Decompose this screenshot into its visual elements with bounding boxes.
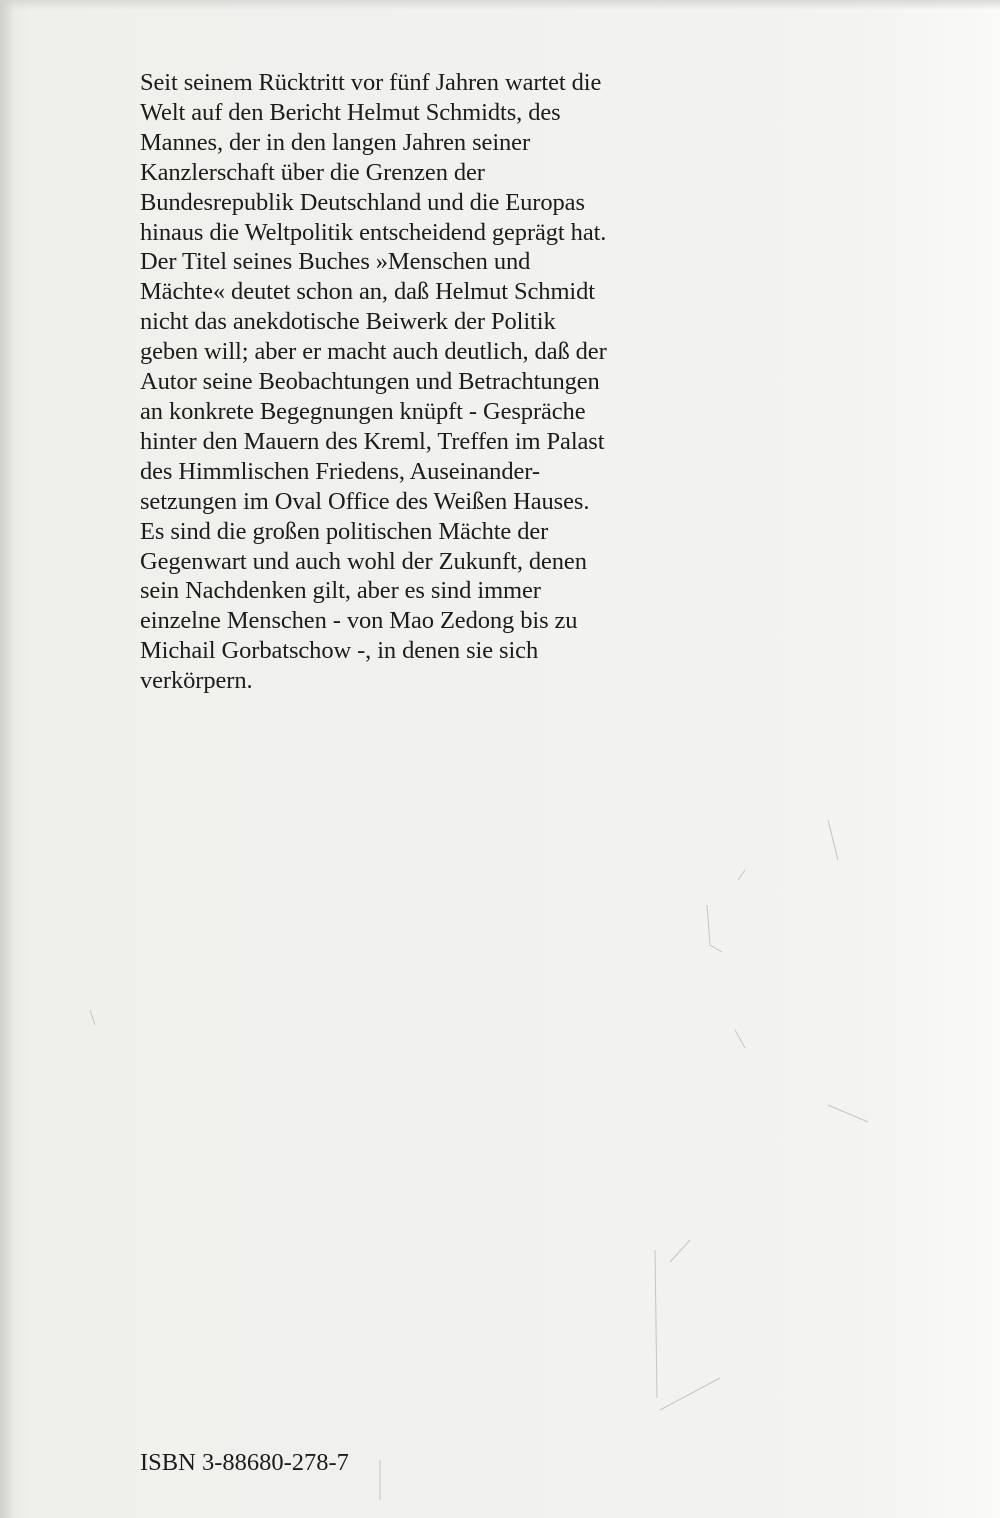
blurb-line: verkörpern. [140, 667, 253, 695]
blurb-line: Welt auf den Bericht Helmut Schmidts, des [140, 98, 561, 126]
blurb-line: Gegenwart und auch wohl der Zukunft, denen [140, 547, 587, 575]
blurb-line: setzungen im Oval Office des Weißen Hauses. [140, 487, 590, 515]
blurb-line: Mannes, der in den langen Jahren seiner [140, 128, 531, 156]
blurb-line: Der Titel seines Buches »Menschen und [140, 248, 531, 276]
blurb-line: an konkrete Begegnungen knüpft - Gespräche [140, 397, 586, 425]
blurb-line: Seit seinem Rücktritt vor fünf Jahren wartet die [140, 69, 602, 96]
blurb-line: Bundesrepublik Deutschland und die Europas [140, 188, 585, 216]
blurb-line: Autor seine Beobachtungen und Betrachtungen [140, 368, 600, 396]
blurb-line: Kanzlerschaft über die Grenzen der [140, 158, 485, 186]
blurb-line: sein Nachdenken gilt, aber es sind immer [140, 577, 541, 605]
blurb-line: hinaus die Weltpolitik entscheidend geprägt hat. [140, 218, 607, 246]
blurb-line: geben will; aber er macht auch deutlich, daß der [140, 338, 607, 366]
blurb-line: Mächte« deutet schon an, daß Helmut Schmidt [140, 278, 595, 306]
blurb-line: hinter den Mauern des Kreml, Treffen im Palast [140, 427, 605, 455]
isbn-number: ISBN 3-88680-278-7 [140, 1449, 349, 1476]
blurb-line: Michail Gorbatschow -, in denen sie sich [140, 637, 539, 665]
blurb-line: Es sind die großen politischen Mächte der [140, 517, 549, 545]
blurb-line: nicht das anekdotische Beiwerk der Politik [140, 308, 556, 336]
blurb-line: des Himmlischen Friedens, Auseinander- [140, 457, 540, 485]
blurb-text [140, 68, 700, 696]
blurb-line: einzelne Menschen - von Mao Zedong bis zu [140, 607, 578, 635]
